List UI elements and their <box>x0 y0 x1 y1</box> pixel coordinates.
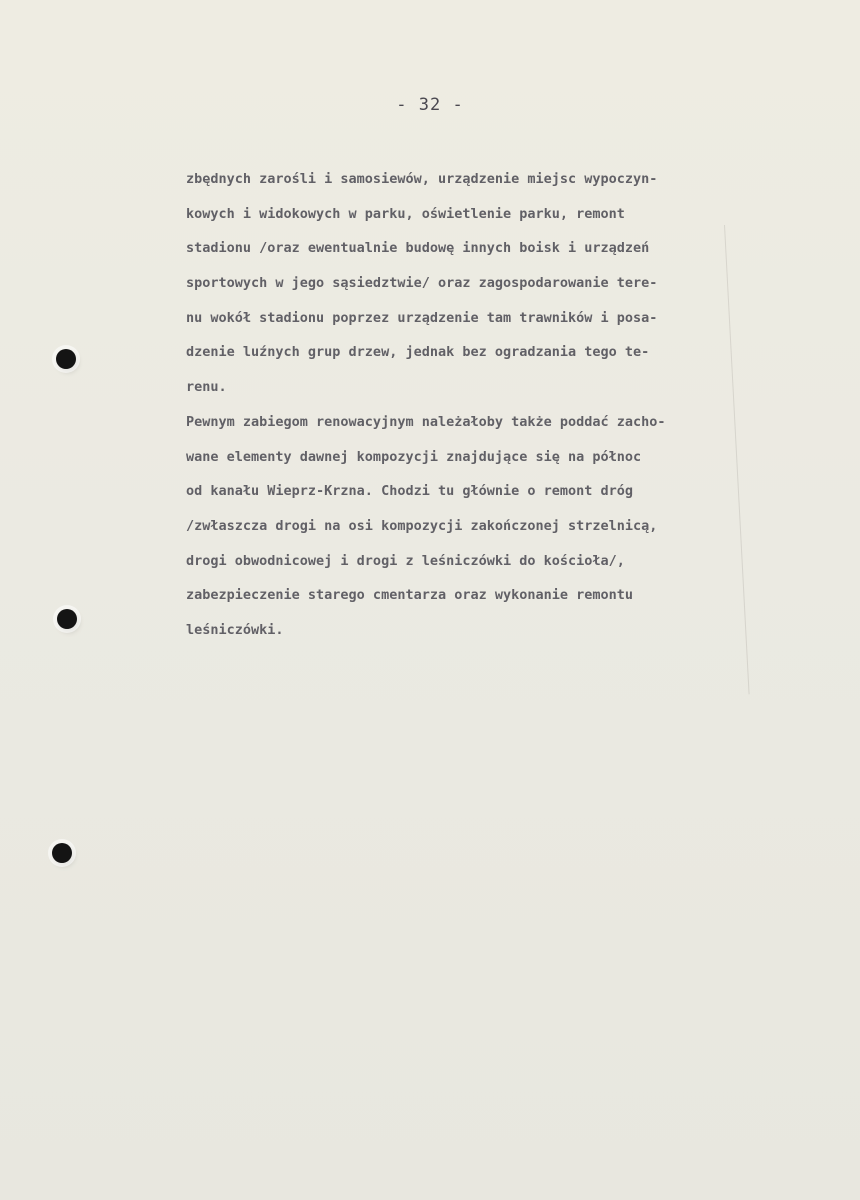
text-line: renu. <box>186 379 227 396</box>
text-line: drogi obwodnicowej i drogi z leśniczówki do kościoła/, <box>186 552 625 569</box>
body-text <box>186 162 826 648</box>
text-line: /zwłaszcza drogi na osi kompozycji zakończonej strzelnicą, <box>186 517 658 534</box>
text-line: wane elementy dawnej kompozycji znajdujące się na północ <box>186 448 642 465</box>
text-line: od kanału Wieprz-Krzna. Chodzi tu głównie o remont dróg <box>186 483 634 500</box>
text-line: leśniczówki. <box>186 621 284 638</box>
text-line: Pewnym zabiegom renowacyjnym należałoby także poddać zacho- <box>186 413 666 430</box>
text-line: zabezpieczenie starego cmentarza oraz wykonanie remontu <box>186 587 634 604</box>
text-line: kowych i widokowych w parku, oświetlenie parku, remont <box>186 205 625 222</box>
punch-hole <box>57 609 77 629</box>
page-number: - 32 - <box>396 95 464 115</box>
text-line: stadionu /oraz ewentualnie budowę innych boisk i urządzeń <box>186 240 650 257</box>
text-line: nu wokół stadionu poprzez urządzenie tam trawników i posa- <box>186 309 658 326</box>
text-line: zbędnych zarośli i samosiewów, urządzenie miejsc wypoczyn- <box>186 171 658 187</box>
text-line: dzenie luźnych grup drzew, jednak bez ogradzania tego te- <box>186 344 650 361</box>
punch-hole <box>52 843 72 863</box>
text-line: sportowych w jego sąsiedztwie/ oraz zagospodarowanie tere- <box>186 275 658 292</box>
punch-hole <box>56 349 76 369</box>
